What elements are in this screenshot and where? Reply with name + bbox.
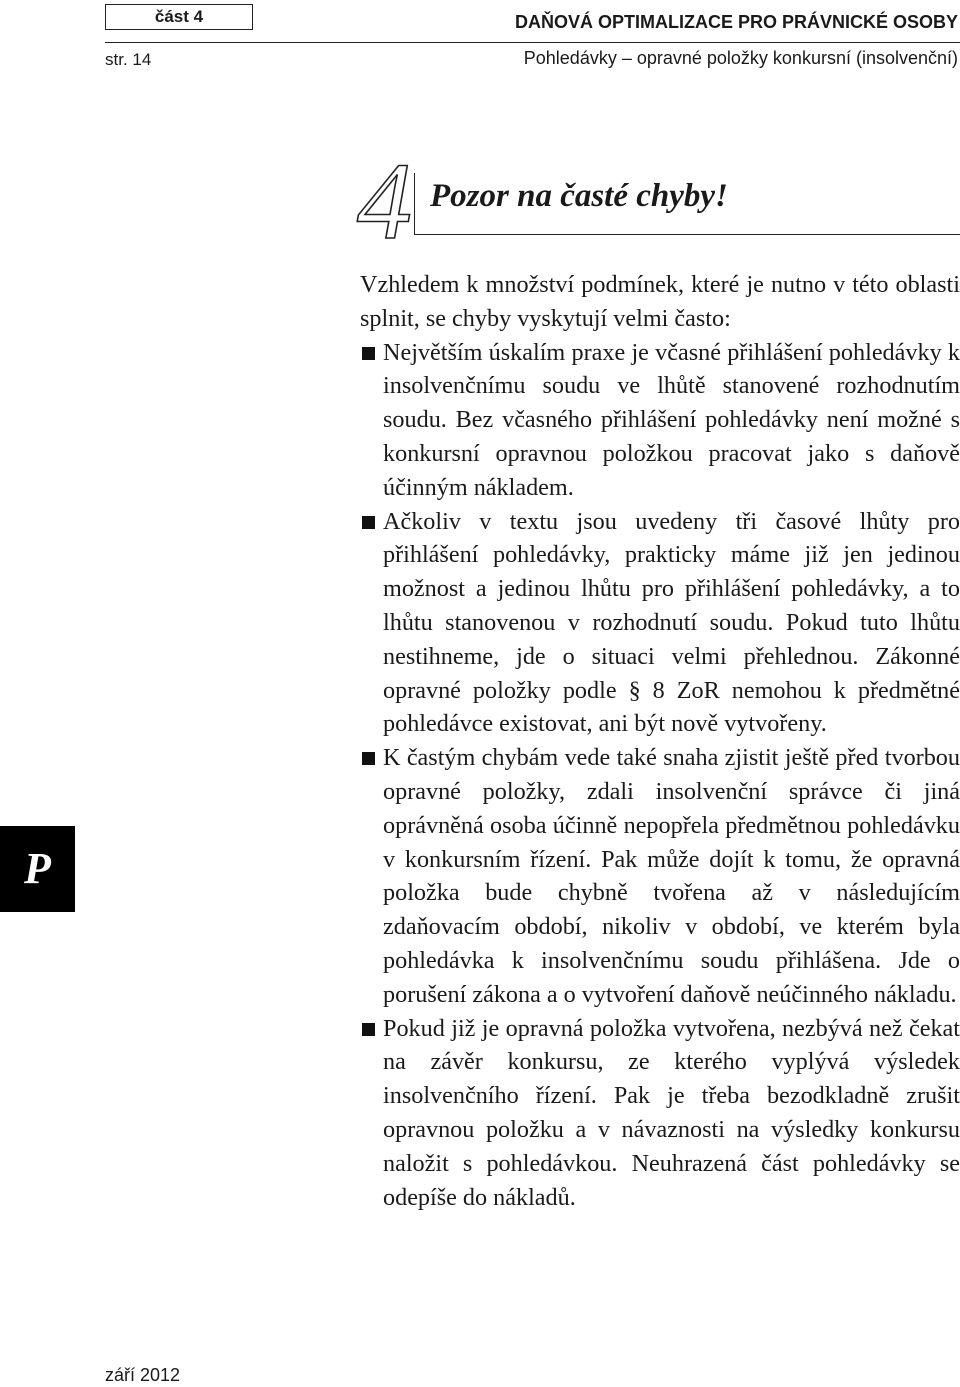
list-item xyxy=(360,741,960,1011)
section-number-icon xyxy=(355,150,421,250)
bullet-square-icon xyxy=(362,347,375,360)
bullet-square-icon xyxy=(362,752,375,765)
bullet-text-3: K častým chybám vede také snaha zjistit ještě před tvorbou opravné položky, zdali insolvenční správce či jiná oprávněná osoba účinně nepopřela předmětnou pohledávku v konkursním řízení. Pak může dojít k tomu, že opravná položka bude chybně tvořena až v následujícím zdaňovacím období, nikoliv v období, ve kterém byla pohledávka k insolvenčnímu soudu přihlášena. Jde o porušení zákona a o vytvoření daňově neúčinného nákladu. xyxy=(383,744,960,1008)
header-rule xyxy=(105,42,960,43)
list-item xyxy=(360,336,960,505)
header-subtitle: Pohledávky – opravné položky konkursní (insolvenční) xyxy=(523,48,958,68)
list-item xyxy=(360,1012,960,1215)
list-item xyxy=(360,505,960,742)
body-text xyxy=(360,268,960,1214)
bullet-text-4: Pokud již je opravná položka vytvořena, nezbývá než čekat na závěr konkursu, ze kterého vyplývá výsledek insolvenčního řízení. Pak je třeba bezodkladně zrušit opravnou položku a v návaznosti na výsledky konkursu naložit s pohledávkou. Neuhrazená část pohledávky se odepíše do nákladů. xyxy=(383,1014,960,1211)
section-heading: Pozor na časté chyby! xyxy=(430,178,728,214)
bullet-square-icon xyxy=(362,516,375,529)
bullet-text-1: Největším úskalím praxe je včasné přihlášení pohledávky k insolvenčnímu soudu ve lhůtě stanovené rozhodnutím soudu. Bez včasného přihlášení pohledávky není možné s konkursní opravnou položkou pracovat jako s daňově účinným nákladem. xyxy=(383,338,960,501)
section-number: 4 xyxy=(357,150,412,250)
bullet-text-2: Ačkoliv v textu jsou uvedeny tři časové lhůty pro přihlášení pohledávky, prakticky máme již jen jedinou možnost a jedinou lhůtu pro přihlášení pohledávky, a to lhůtu stanovenou v rozhodnutí soudu. Pokud tuto lhůtu nestihneme, jde o situaci velmi přehlednou. Zákonné opravné položky podle § 8 ZoR nemohou k předmětné pohledávce existovat, ani být nově vytvořeny. xyxy=(383,507,960,738)
page-number: str. 14 xyxy=(105,50,152,69)
header-title: DAŇOVÁ OPTIMALIZACE PRO PRÁVNICKÉ OSOBY xyxy=(514,12,958,32)
margin-tab: P xyxy=(0,826,75,912)
bullet-square-icon xyxy=(362,1023,375,1036)
part-label: část 4 xyxy=(105,4,253,30)
intro-paragraph: Vzhledem k množství podmínek, které je nutno v této oblasti splnit, se chyby vyskytují velmi často: xyxy=(360,271,960,332)
footer-date: září 2012 xyxy=(105,1365,181,1385)
